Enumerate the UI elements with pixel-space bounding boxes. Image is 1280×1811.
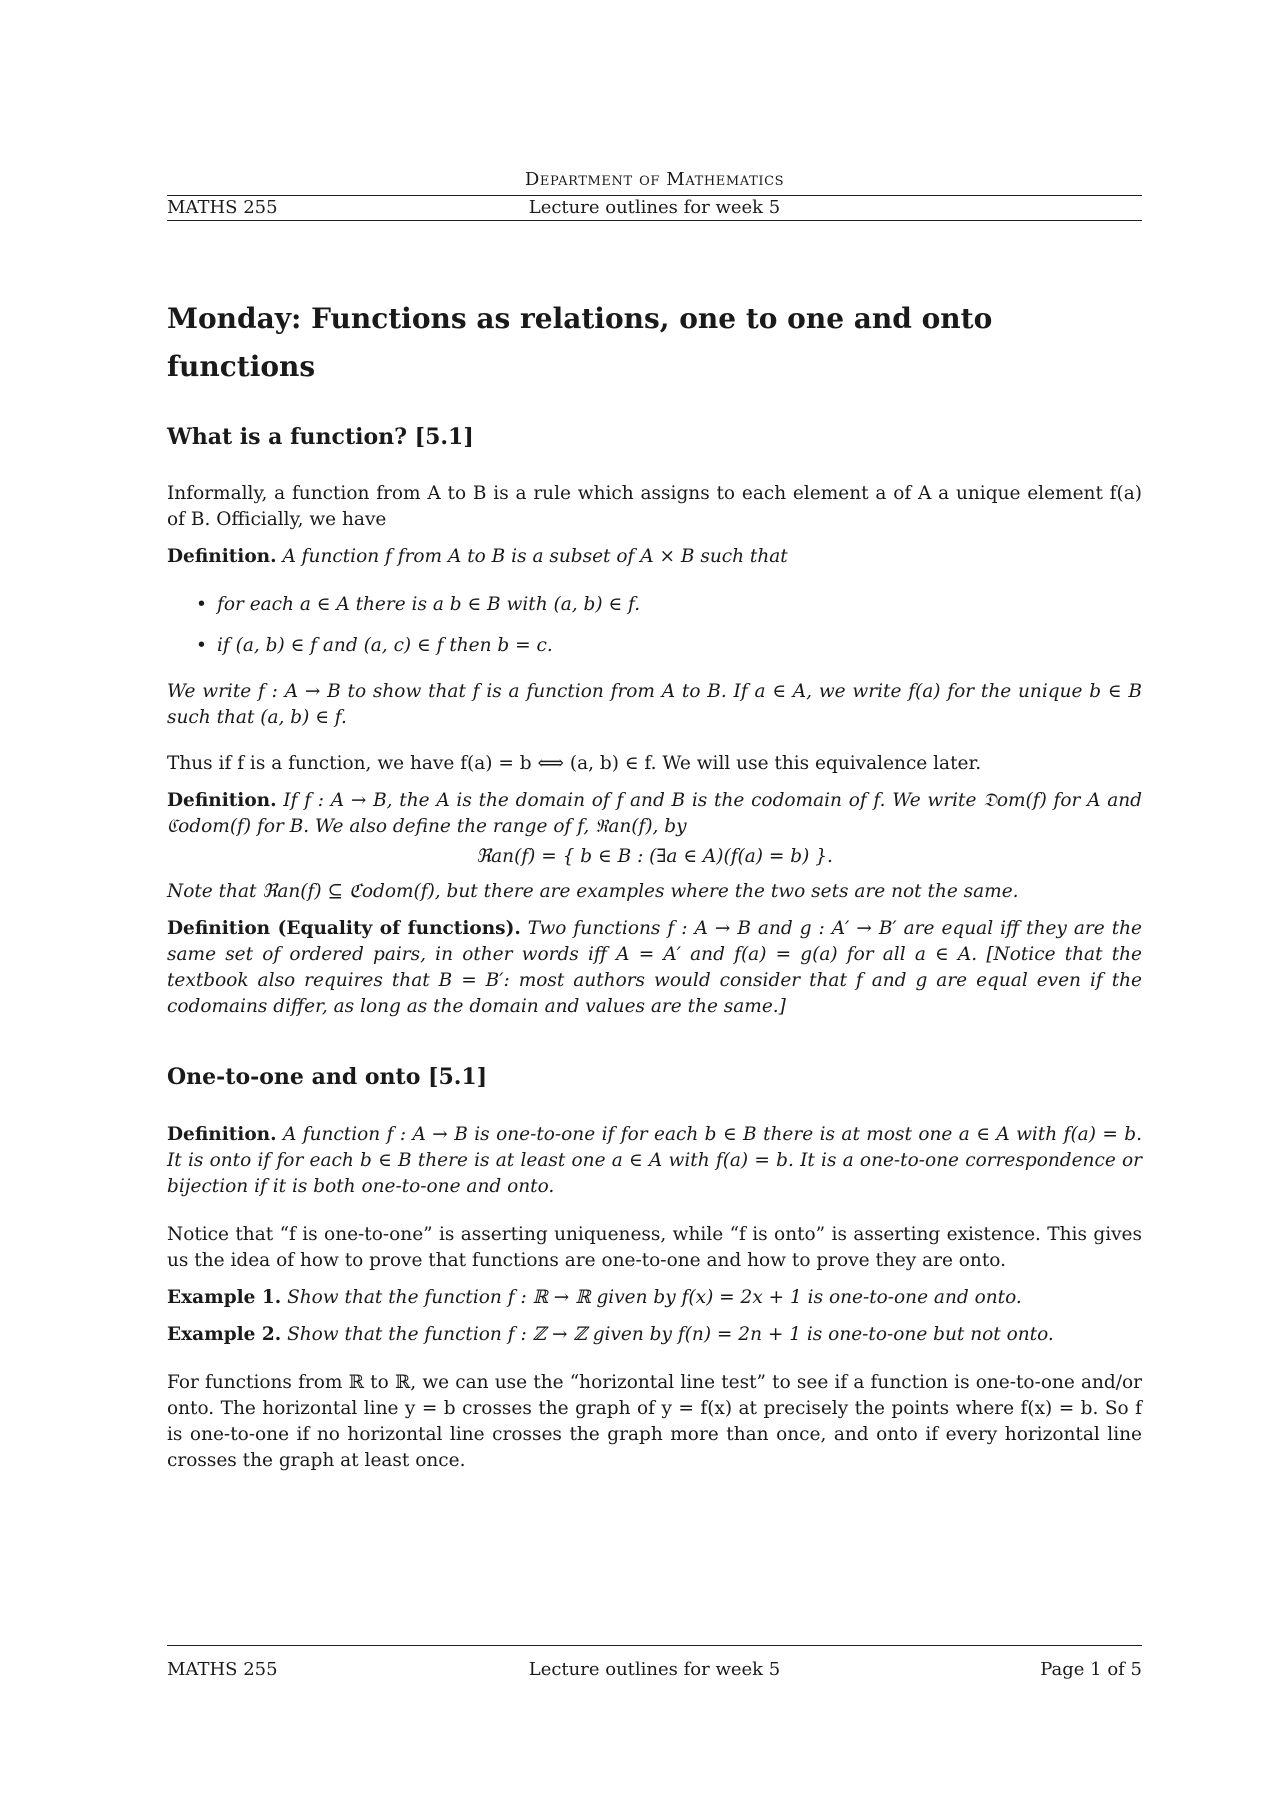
definition-label: Definition.	[167, 790, 277, 811]
page-number: Page 1 of 5	[1040, 1659, 1142, 1680]
definition-conditions	[167, 592, 1142, 659]
definition-function	[167, 544, 1142, 570]
page-footer	[167, 1645, 1142, 1686]
definition-injective	[167, 1122, 1142, 1200]
section-heading-function: What is a function? [5.1]	[167, 424, 474, 450]
definition-text: Two functions f : A → B and g : A′ → B′ are equal iff they are the same set of ordered pairs, in other words iff A = A′ and f(a) = g(a) for all a ∈ A. [Notice that the textbook also requires that B = B′: most authors would consider that f and g are equal even if the codomains differ, as long as the domain and values are the same.]	[167, 918, 1143, 1017]
main-content	[167, 295, 1142, 1474]
definition-text: A function f : A → B is one-to-one if for each b ∈ B there is at most one a ∈ A with f(a) = b. It is onto if for each b ∈ B there is at least one a ∈ A with f(a) = b. It is a one-to-one correspondence or bijection if it is both one-to-one and onto.	[167, 1124, 1142, 1197]
header-course: MATHS 255	[167, 197, 278, 218]
horizontal-line-test-paragraph: For functions from ℝ to ℝ, we can use the “horizontal line test” to see if a function is one-to-one and/or onto. The horizontal line y = b crosses the graph of y = f(x) at precisely the points where f(x) = b. So f is one-to-one if no horizontal line crosses the graph more than once, and onto if every horizontal line crosses the graph at least once.	[167, 1372, 1142, 1471]
definition-text: A function f from A to B is a subset of A × B such that	[282, 546, 788, 567]
department-name: Department of Mathematics	[524, 169, 785, 190]
notice-paragraph: Notice that “f is one-to-one” is asserting uniqueness, while “f is onto” is asserting existence. This gives us the idea of how to prove that functions are one-to-one and how to prove they are onto.	[167, 1224, 1142, 1271]
definition-label: Definition.	[167, 1124, 277, 1145]
definition-equality	[167, 916, 1142, 1020]
header-row	[167, 195, 1142, 221]
definition-domain	[167, 788, 1142, 840]
example-text: Show that the function f : ℝ → ℝ given by f(x) = 2x + 1 is one-to-one and onto.	[287, 1287, 1022, 1308]
intro-paragraph: Informally, a function from A to B is a rule which assigns to each element a of A a unique element f(a) of B. Officially, we have	[167, 483, 1142, 530]
definition-label: Definition (Equality of functions).	[167, 918, 521, 939]
condition-item: • for each a ∈ A there is a b ∈ B with (a, b) ∈ f.	[217, 592, 1142, 618]
range-formula: ℜan(f) = { b ∈ B : (∃a ∈ A)(f(a) = b) }.	[476, 846, 833, 867]
range-note: Note that ℜan(f) ⊆ ℭodom(f), but there are examples where the two sets are not the same.	[167, 881, 1019, 902]
example-text: Show that the function f : ℤ → ℤ given by f(n) = 2n + 1 is one-to-one but not onto.	[287, 1324, 1054, 1345]
header-subtitle: Lecture outlines for week 5	[528, 197, 781, 218]
example-label: Example 2.	[167, 1324, 282, 1345]
definition-text: If f : A → B, the A is the domain of f and B is the codomain of f. We write 𝔇om(f) for A and ℭodom(f) for B. We also define the range of f, ℜan(f), by	[167, 790, 1142, 837]
example-2	[167, 1322, 1142, 1348]
example-label: Example 1.	[167, 1287, 282, 1308]
condition-item: • if (a, b) ∈ f and (a, c) ∈ f then b = c.	[217, 633, 1142, 659]
page-title: Monday: Functions as relations, one to one and onto functions	[167, 302, 993, 383]
section-heading-one-to-one: One-to-one and onto [5.1]	[167, 1064, 488, 1090]
equivalence-paragraph: Thus if f is a function, we have f(a) = b ⟺ (a, b) ∈ f. We will use this equivalence later.	[167, 753, 982, 774]
page-header	[167, 165, 1142, 221]
notation-paragraph: We write f : A → B to show that f is a function from A to B. If a ∈ A, we write f(a) for the unique b ∈ B such that (a, b) ∈ f.	[167, 681, 1142, 728]
footer-course: MATHS 255	[167, 1659, 278, 1680]
example-1	[167, 1285, 1142, 1311]
definition-label: Definition.	[167, 546, 277, 567]
footer-subtitle: Lecture outlines for week 5	[528, 1659, 781, 1680]
